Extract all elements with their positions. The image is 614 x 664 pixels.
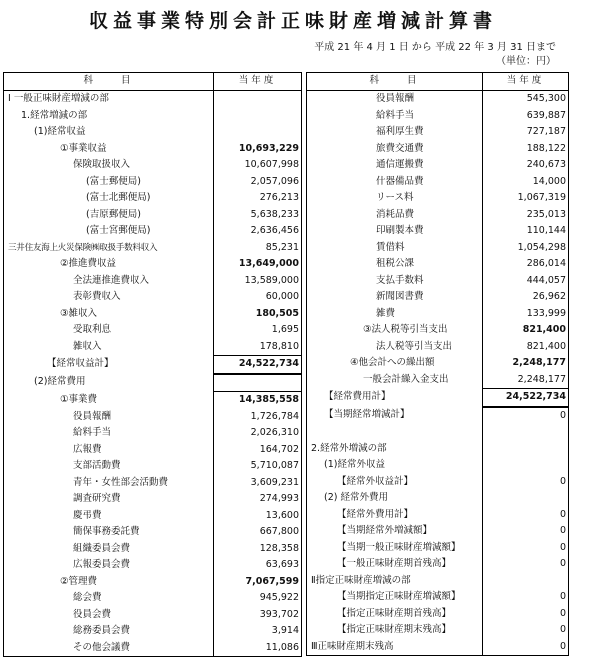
row-amount: 444,057: [483, 273, 569, 290]
row-amount: 0: [483, 523, 569, 540]
table-row: [4, 607, 302, 624]
row-amount: 0: [483, 639, 569, 656]
table-row: [307, 372, 569, 389]
period-text: 平成 21 年 4 月 1 日 から 平成 22 年 3 月 31 日まで: [314, 42, 556, 53]
table-row: [4, 289, 302, 306]
row-label: (富士北郵便局): [4, 190, 214, 207]
table-row: [307, 108, 569, 125]
row-amount: 0: [483, 622, 569, 639]
table-row: [4, 339, 302, 356]
table-row: [4, 491, 302, 508]
table-row: [4, 322, 302, 339]
row-amount: 0: [483, 507, 569, 524]
row-amount: 286,014: [483, 256, 569, 273]
row-label: 租税公課: [307, 256, 483, 273]
row-amount: 14,000: [483, 174, 569, 191]
table-row: [307, 556, 569, 573]
table-row: [307, 424, 569, 441]
table-row: [4, 223, 302, 240]
table-row: [307, 407, 569, 425]
row-amount: 0: [483, 474, 569, 491]
table-row: [4, 442, 302, 459]
row-label: ④他会計への繰出額: [307, 355, 483, 372]
row-amount: 10,693,229: [214, 141, 302, 158]
row-label: 支払手数料: [307, 273, 483, 290]
page-title: 収益事業特別会計正味財産増減計算書: [88, 10, 497, 32]
row-amount: 821,400: [483, 339, 569, 356]
row-amount: 133,999: [483, 306, 569, 323]
table-row: [4, 623, 302, 640]
table-row: [4, 256, 302, 273]
table-row: [307, 540, 569, 557]
row-label: (2)経常費用: [4, 374, 214, 392]
row-label: 通信運搬費: [307, 157, 483, 174]
row-amount: 164,702: [214, 442, 302, 459]
row-label: 賃借料: [307, 240, 483, 257]
header-amount: 当年度: [214, 73, 302, 91]
row-label: 【当期経常増減計】: [307, 407, 483, 425]
row-label: (1)経常外収益: [307, 457, 483, 474]
row-label: ③法人税等引当支出: [307, 322, 483, 339]
row-amount: 5,710,087: [214, 458, 302, 475]
table-row: [4, 374, 302, 392]
row-amount: [214, 374, 302, 392]
row-amount: [483, 441, 569, 458]
table-row: [307, 589, 569, 606]
table-row: [4, 508, 302, 525]
row-amount: 10,607,998: [214, 157, 302, 174]
row-label: 役員報酬: [307, 91, 483, 108]
row-amount: 945,922: [214, 590, 302, 607]
row-label: Ⅰ 一般正味財産増減の部: [4, 91, 214, 108]
row-amount: 0: [483, 556, 569, 573]
row-amount: 178,810: [214, 339, 302, 356]
row-label: その他会議費: [4, 640, 214, 657]
table-row: [307, 573, 569, 590]
row-amount: 180,505: [214, 306, 302, 323]
row-amount: 26,962: [483, 289, 569, 306]
table-row: [307, 523, 569, 540]
table-row: [307, 507, 569, 524]
row-label: [307, 424, 483, 441]
table-row: [307, 174, 569, 191]
table-row: [307, 441, 569, 458]
row-label: ③雑収入: [4, 306, 214, 323]
table-row: [4, 190, 302, 207]
table-row: [307, 273, 569, 290]
row-amount: [483, 457, 569, 474]
table-row: [307, 639, 569, 656]
row-amount: 13,589,000: [214, 273, 302, 290]
row-amount: 2,057,096: [214, 174, 302, 191]
row-amount: 2,636,456: [214, 223, 302, 240]
row-label: 広報費: [4, 442, 214, 459]
row-amount: 85,231: [214, 240, 302, 257]
table-row: [307, 91, 569, 108]
row-label: (富士宮郵便局): [4, 223, 214, 240]
row-amount: [483, 490, 569, 507]
table-row: [4, 141, 302, 158]
table-row: [4, 557, 302, 574]
table-row: [307, 322, 569, 339]
table-row: [4, 392, 302, 409]
table-row: [4, 409, 302, 426]
row-label: 給料手当: [4, 425, 214, 442]
header-item: 科 目: [4, 73, 214, 91]
table-row: [307, 223, 569, 240]
table-row: [307, 355, 569, 372]
row-amount: 276,213: [214, 190, 302, 207]
table-row: [4, 590, 302, 607]
row-label: 給料手当: [307, 108, 483, 125]
table-row: [4, 425, 302, 442]
row-amount: 3,609,231: [214, 475, 302, 492]
row-label: 組織委員会費: [4, 541, 214, 558]
row-label: 保険取扱収入: [4, 157, 214, 174]
table-row: [4, 541, 302, 558]
table-row: [4, 174, 302, 191]
table-row: [307, 306, 569, 323]
row-amount: 24,522,734: [483, 389, 569, 407]
row-label: 【経常収益計】: [4, 356, 214, 374]
row-amount: [214, 91, 302, 108]
row-label: 役員会費: [4, 607, 214, 624]
row-amount: [214, 124, 302, 141]
row-amount: 63,693: [214, 557, 302, 574]
row-amount: [483, 573, 569, 590]
row-amount: 240,673: [483, 157, 569, 174]
table-row: [307, 124, 569, 141]
row-label: 総会費: [4, 590, 214, 607]
row-label: 簡保事務委託費: [4, 524, 214, 541]
table-row: [307, 606, 569, 623]
table-row: [307, 190, 569, 207]
table-row: [4, 574, 302, 591]
row-amount: 128,358: [214, 541, 302, 558]
row-amount: 667,800: [214, 524, 302, 541]
row-label: 【当期指定正味財産増減額】: [307, 589, 483, 606]
row-label: 【当期経常外増減額】: [307, 523, 483, 540]
row-label: 1.経常増減の部: [4, 108, 214, 125]
row-amount: 1,695: [214, 322, 302, 339]
row-amount: 1,067,319: [483, 190, 569, 207]
row-label: 什器備品費: [307, 174, 483, 191]
table-row: [307, 457, 569, 474]
row-label: 雑費: [307, 306, 483, 323]
row-label: 福利厚生費: [307, 124, 483, 141]
table-row: [4, 124, 302, 141]
table-row: [307, 474, 569, 491]
row-label: 【当期一般正味財産増減額】: [307, 540, 483, 557]
table-row: [307, 490, 569, 507]
row-label: 法人税等引当支出: [307, 339, 483, 356]
row-amount: 0: [483, 540, 569, 557]
row-label: 表彰費収入: [4, 289, 214, 306]
row-label: 雑収入: [4, 339, 214, 356]
table-row: [307, 622, 569, 639]
table-row: [4, 356, 302, 374]
row-amount: 7,067,599: [214, 574, 302, 591]
row-amount: 2,026,310: [214, 425, 302, 442]
row-label: 役員報酬: [4, 409, 214, 426]
row-label: Ⅲ正味財産期末残高: [307, 639, 483, 656]
header-item: 科 目: [307, 73, 483, 91]
row-amount: 0: [483, 606, 569, 623]
table-header: [4, 73, 302, 91]
table-row: [4, 458, 302, 475]
row-amount: 13,649,000: [214, 256, 302, 273]
table-row: [4, 108, 302, 125]
row-amount: 545,300: [483, 91, 569, 108]
row-amount: 235,013: [483, 207, 569, 224]
row-label: 2.経常外増減の部: [307, 441, 483, 458]
row-amount: 1,726,784: [214, 409, 302, 426]
row-amount: 639,887: [483, 108, 569, 125]
table-row: [4, 91, 302, 108]
row-amount: 3,914: [214, 623, 302, 640]
row-label: 消耗品費: [307, 207, 483, 224]
table-row: [4, 306, 302, 323]
table-header: [307, 73, 569, 91]
row-label: 調査研究費: [4, 491, 214, 508]
row-label: 【経常費用計】: [307, 389, 483, 407]
row-label: 三井住友海上火災保険㈱取扱手数料収入: [4, 240, 214, 257]
row-amount: [483, 424, 569, 441]
row-label: 慶弔費: [4, 508, 214, 525]
row-label: 一般会計繰入金支出: [307, 372, 483, 389]
table-row: [4, 273, 302, 290]
row-amount: 24,522,734: [214, 356, 302, 374]
left-ledger-table: [3, 72, 302, 657]
row-label: ②管理費: [4, 574, 214, 591]
table-row: [307, 207, 569, 224]
row-amount: 60,000: [214, 289, 302, 306]
row-label: 旅費交通費: [307, 141, 483, 158]
row-label: 広報委員会費: [4, 557, 214, 574]
row-amount: [214, 108, 302, 125]
row-label: (富士郵便局): [4, 174, 214, 191]
unit-text: （単位：円）: [496, 56, 556, 67]
row-label: 印刷製本費: [307, 223, 483, 240]
row-label: (1)経常収益: [4, 124, 214, 141]
row-label: 全法連推進費収入: [4, 273, 214, 290]
table-row: [4, 640, 302, 657]
row-amount: 821,400: [483, 322, 569, 339]
row-amount: 2,248,177: [483, 355, 569, 372]
row-label: ②推進費収益: [4, 256, 214, 273]
row-label: 【指定正味財産期首残高】: [307, 606, 483, 623]
row-amount: 11,086: [214, 640, 302, 657]
row-label: 【経常外費用計】: [307, 507, 483, 524]
table-row: [307, 339, 569, 356]
row-label: (2) 経常外費用: [307, 490, 483, 507]
row-amount: 14,385,558: [214, 392, 302, 409]
table-row: [307, 289, 569, 306]
row-amount: 1,054,298: [483, 240, 569, 257]
row-amount: 0: [483, 589, 569, 606]
row-label: 受取利息: [4, 322, 214, 339]
row-amount: 0: [483, 407, 569, 425]
table-row: [4, 157, 302, 174]
row-amount: 5,638,233: [214, 207, 302, 224]
row-label: 青年・女性部会活動費: [4, 475, 214, 492]
row-amount: 13,600: [214, 508, 302, 525]
row-label: 【指定正味財産期末残高】: [307, 622, 483, 639]
row-label: Ⅱ指定正味財産増減の部: [307, 573, 483, 590]
table-row: [307, 240, 569, 257]
row-label: (吉原郵便局): [4, 207, 214, 224]
table-row: [4, 475, 302, 492]
row-label: 【一般正味財産期首残高】: [307, 556, 483, 573]
row-label: ①事業費: [4, 392, 214, 409]
row-label: 【経常外収益計】: [307, 474, 483, 491]
row-amount: 727,187: [483, 124, 569, 141]
table-row: [307, 256, 569, 273]
row-amount: 188,122: [483, 141, 569, 158]
row-amount: 110,144: [483, 223, 569, 240]
table-row: [307, 389, 569, 407]
row-amount: 274,993: [214, 491, 302, 508]
row-label: 支部活動費: [4, 458, 214, 475]
right-ledger-table: [306, 72, 569, 656]
row-label: 新聞図書費: [307, 289, 483, 306]
row-label: 総務委員会費: [4, 623, 214, 640]
row-amount: 393,702: [214, 607, 302, 624]
table-row: [307, 157, 569, 174]
table-row: [4, 240, 302, 257]
header-amount: 当年度: [483, 73, 569, 91]
table-row: [4, 207, 302, 224]
table-row: [307, 141, 569, 158]
row-label: リース料: [307, 190, 483, 207]
row-label: ①事業収益: [4, 141, 214, 158]
row-amount: 2,248,177: [483, 372, 569, 389]
table-row: [4, 524, 302, 541]
